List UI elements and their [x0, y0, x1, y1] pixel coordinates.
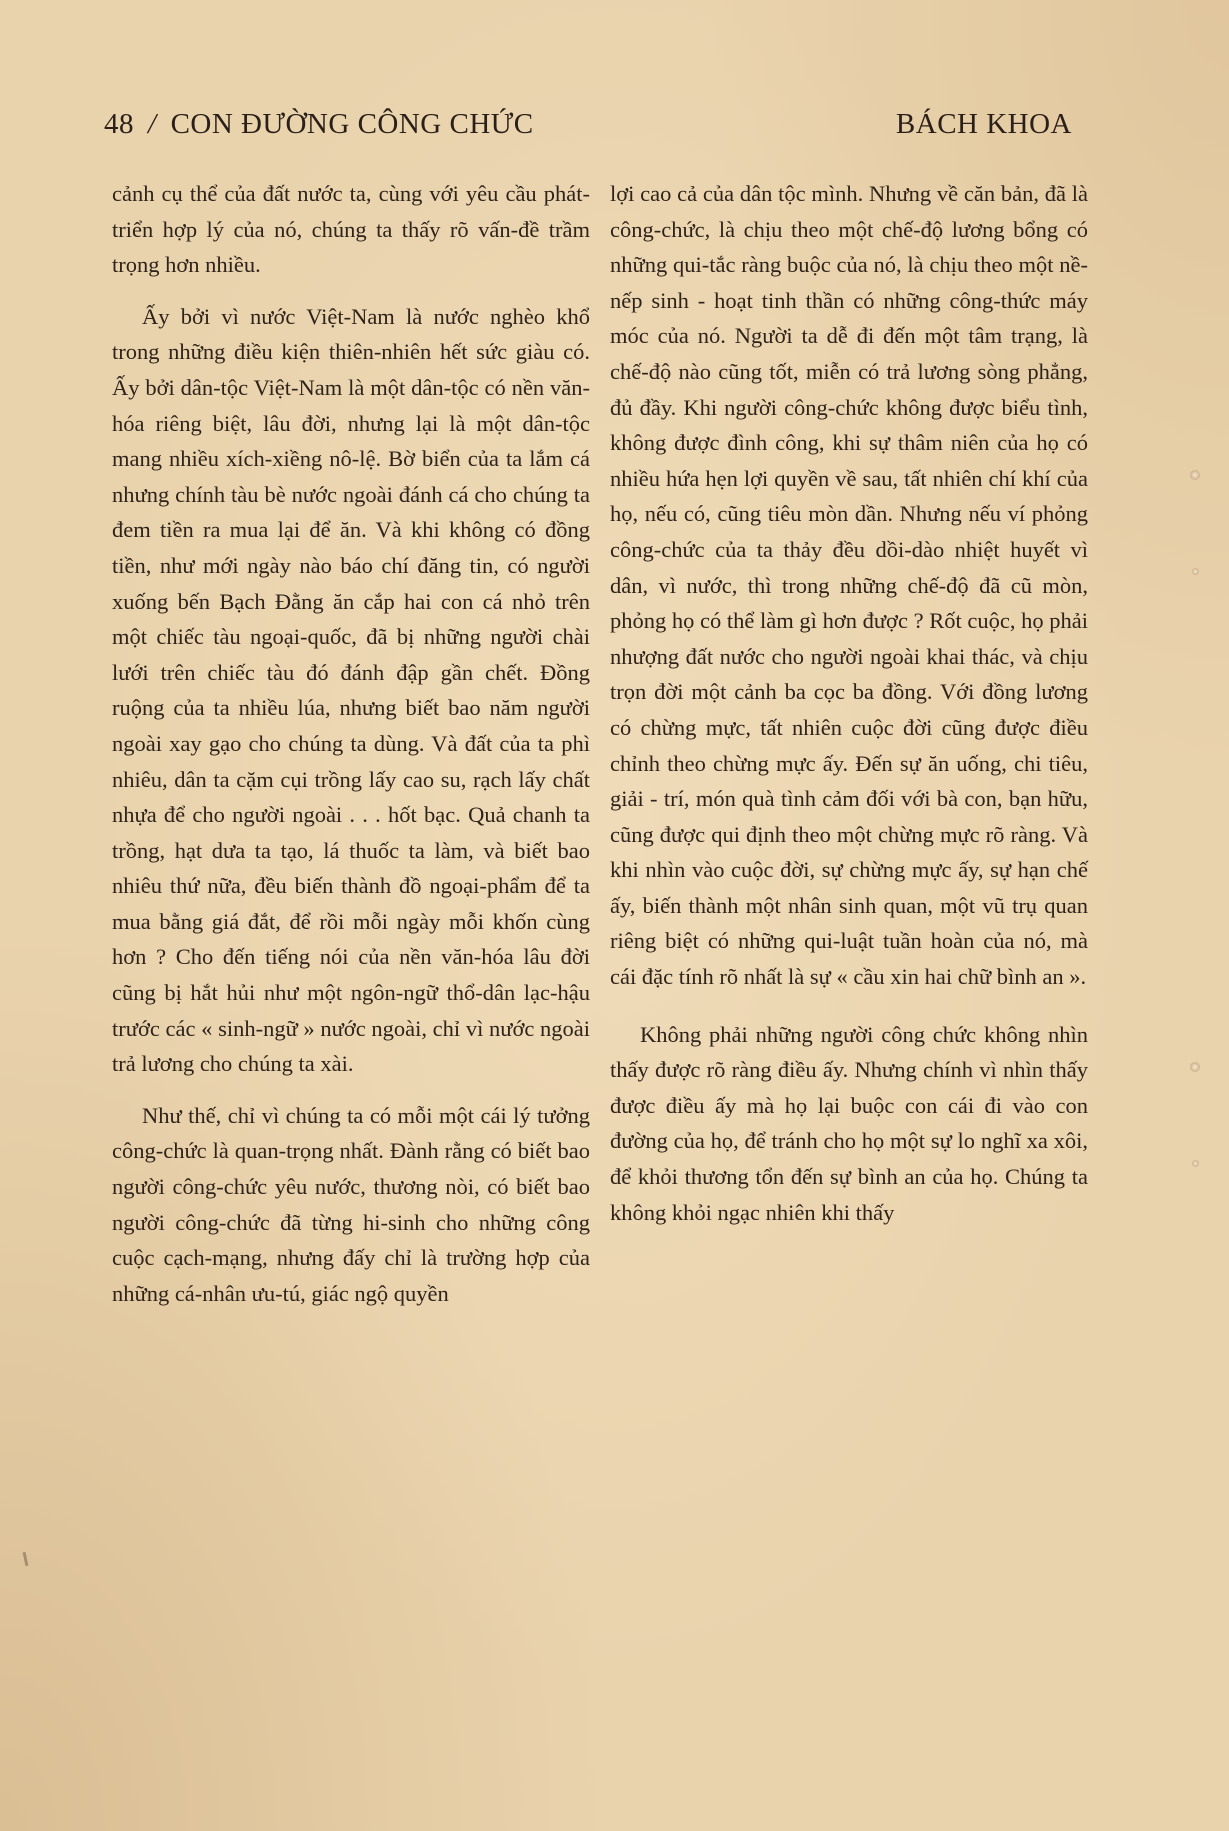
header-left [104, 108, 534, 141]
page-number: 48 [104, 108, 134, 140]
article-title: CON ĐƯỜNG CÔNG CHỨC [170, 108, 534, 140]
magazine-name: BÁCH KHOA [895, 108, 1072, 140]
left-column [112, 176, 590, 1311]
binding-hole [1190, 470, 1200, 480]
page-header [104, 108, 1072, 148]
paragraph: Ấy bởi vì nước Việt-Nam là nước nghèo khổ trong những điều kiện thiên-nhiên hết sức giàu có. Ấy bởi dân-tộc Việt-Nam là một dân-tộc có nền văn-hóa riêng biệt, lâu đời, nhưng lại là một dân-tộc mang nhiều xích-xiềng nô-lệ. Bờ biển của ta lắm cá nhưng chính tàu bè nước ngoài đánh cá cho chúng ta đem tiền ra mua lại để ăn. Và khi không có đồng tiền, như mới ngày nào báo chí đăng tin, có người xuống bến Bạch Đằng ăn cắp hai con cá nhỏ trên một chiếc tàu ngoại-quốc, đã bị những người chài lưới trên chiếc tàu đó đánh đập gần chết. Đồng ruộng của ta nhiều lúa, nhưng biết bao năm người ngoài xay gạo cho chúng ta dùng. Và đất của ta phì nhiêu, dân ta cặm cụi trồng lấy cao su, rạch lấy chất nhựa để cho người ngoài . . . hốt bạc. Quả chanh ta trồng, hạt dưa ta tạo, lá thuốc ta làm, và biết bao nhiêu thứ nữa, đều biến thành đồ ngoại-phẩm để ta mua bằng giá đắt, để rồi mỗi ngày mỗi khốn cùng hơn ? Cho đến tiếng nói của nền văn-hóa lâu đời cũng bị hắt hủi như một ngôn-ngữ thổ-dân lạc-hậu trước các « sinh-ngữ » nước ngoài, chỉ vì nước ngoài trả lương cho chúng ta xài. [112, 303, 590, 1077]
binding-hole [1190, 1062, 1200, 1072]
paragraph: Không phải những người công chức không nhìn thấy được rõ ràng điều ấy. Nhưng chính vì nhìn thấy được điều ấy mà họ lại buộc con cái đi vào con đường của họ, để tránh cho họ một sự lo nghĩ xa xôi, để khỏi thương tổn đến sự bình an của họ. Chúng ta không khỏi ngạc nhiên khi thấy [610, 1021, 1088, 1225]
paragraph-continuation: cảnh cụ thể của đất nước ta, cùng với yêu cầu phát-triển hợp lý của nó, chúng ta thấy rõ vấn-đề trầm trọng hơn nhiều. [112, 181, 590, 278]
header-separator: / [148, 108, 157, 140]
binding-hole [1192, 568, 1199, 575]
right-column [610, 176, 1088, 1230]
binding-hole [1192, 1160, 1199, 1167]
paragraph: Như thế, chỉ vì chúng ta có mỗi một cái lý tưởng công-chức là quan-trọng nhất. Đành rằng có biết bao người công-chức yêu nước, thương nòi, có biết bao người công-chức đã từng hi-sinh cho những công cuộc cạch-mạng, nhưng đấy chỉ là trường hợp của những cá-nhân ưu-tú, giác ngộ quyền [112, 1102, 590, 1306]
paper-speck [23, 1552, 29, 1566]
paragraph-continuation: lợi cao cả của dân tộc mình. Nhưng về căn bản, đã là công-chức, là chịu theo một chế-độ lương bổng có những qui-tắc ràng buộc của nó, là chịu theo một nề-nếp sinh - hoạt tinh thần có những công-thức máy móc của nó. Người ta dễ đi đến một tâm trạng, là chế-độ nào cũng tốt, miễn có trả lương sòng phẳng, đủ đầy. Khi người công-chức không được biểu tình, không được đình công, khi sự thâm niên của họ có nhiều hứa hẹn lợi quyền về sau, tất nhiên chí khí của họ, nếu có, cũng tiêu mòn dần. Nhưng nếu ví phỏng công-chức của ta thảy đều dồi-dào nhiệt huyết vì dân, vì nước, thì trong những chế-độ đã cũ mòn, phỏng họ có thể làm gì hơn được ? Rốt cuộc, họ phải nhượng đất nước cho người ngoài khai thác, và chịu trọn đời một cảnh ba cọc ba đồng. Với đồng lương có chừng mực, tất nhiên cuộc đời cũng được điều chỉnh theo chừng mực ấy. Đến sự ăn uống, chi tiêu, giải - trí, món quà tình cảm đối với bà con, bạn hữu, cũng được qui định theo một chừng mực rõ ràng. Và khi nhìn vào cuộc đời, sự chừng mực ấy, sự hạn chế ấy, biến thành một nhân sinh quan, một vũ trụ quan riêng biệt có những qui-luật tuần hoàn của nó, mà cái đặc tính rõ nhất là sự « cầu xin hai chữ bình an ». [610, 181, 1088, 990]
